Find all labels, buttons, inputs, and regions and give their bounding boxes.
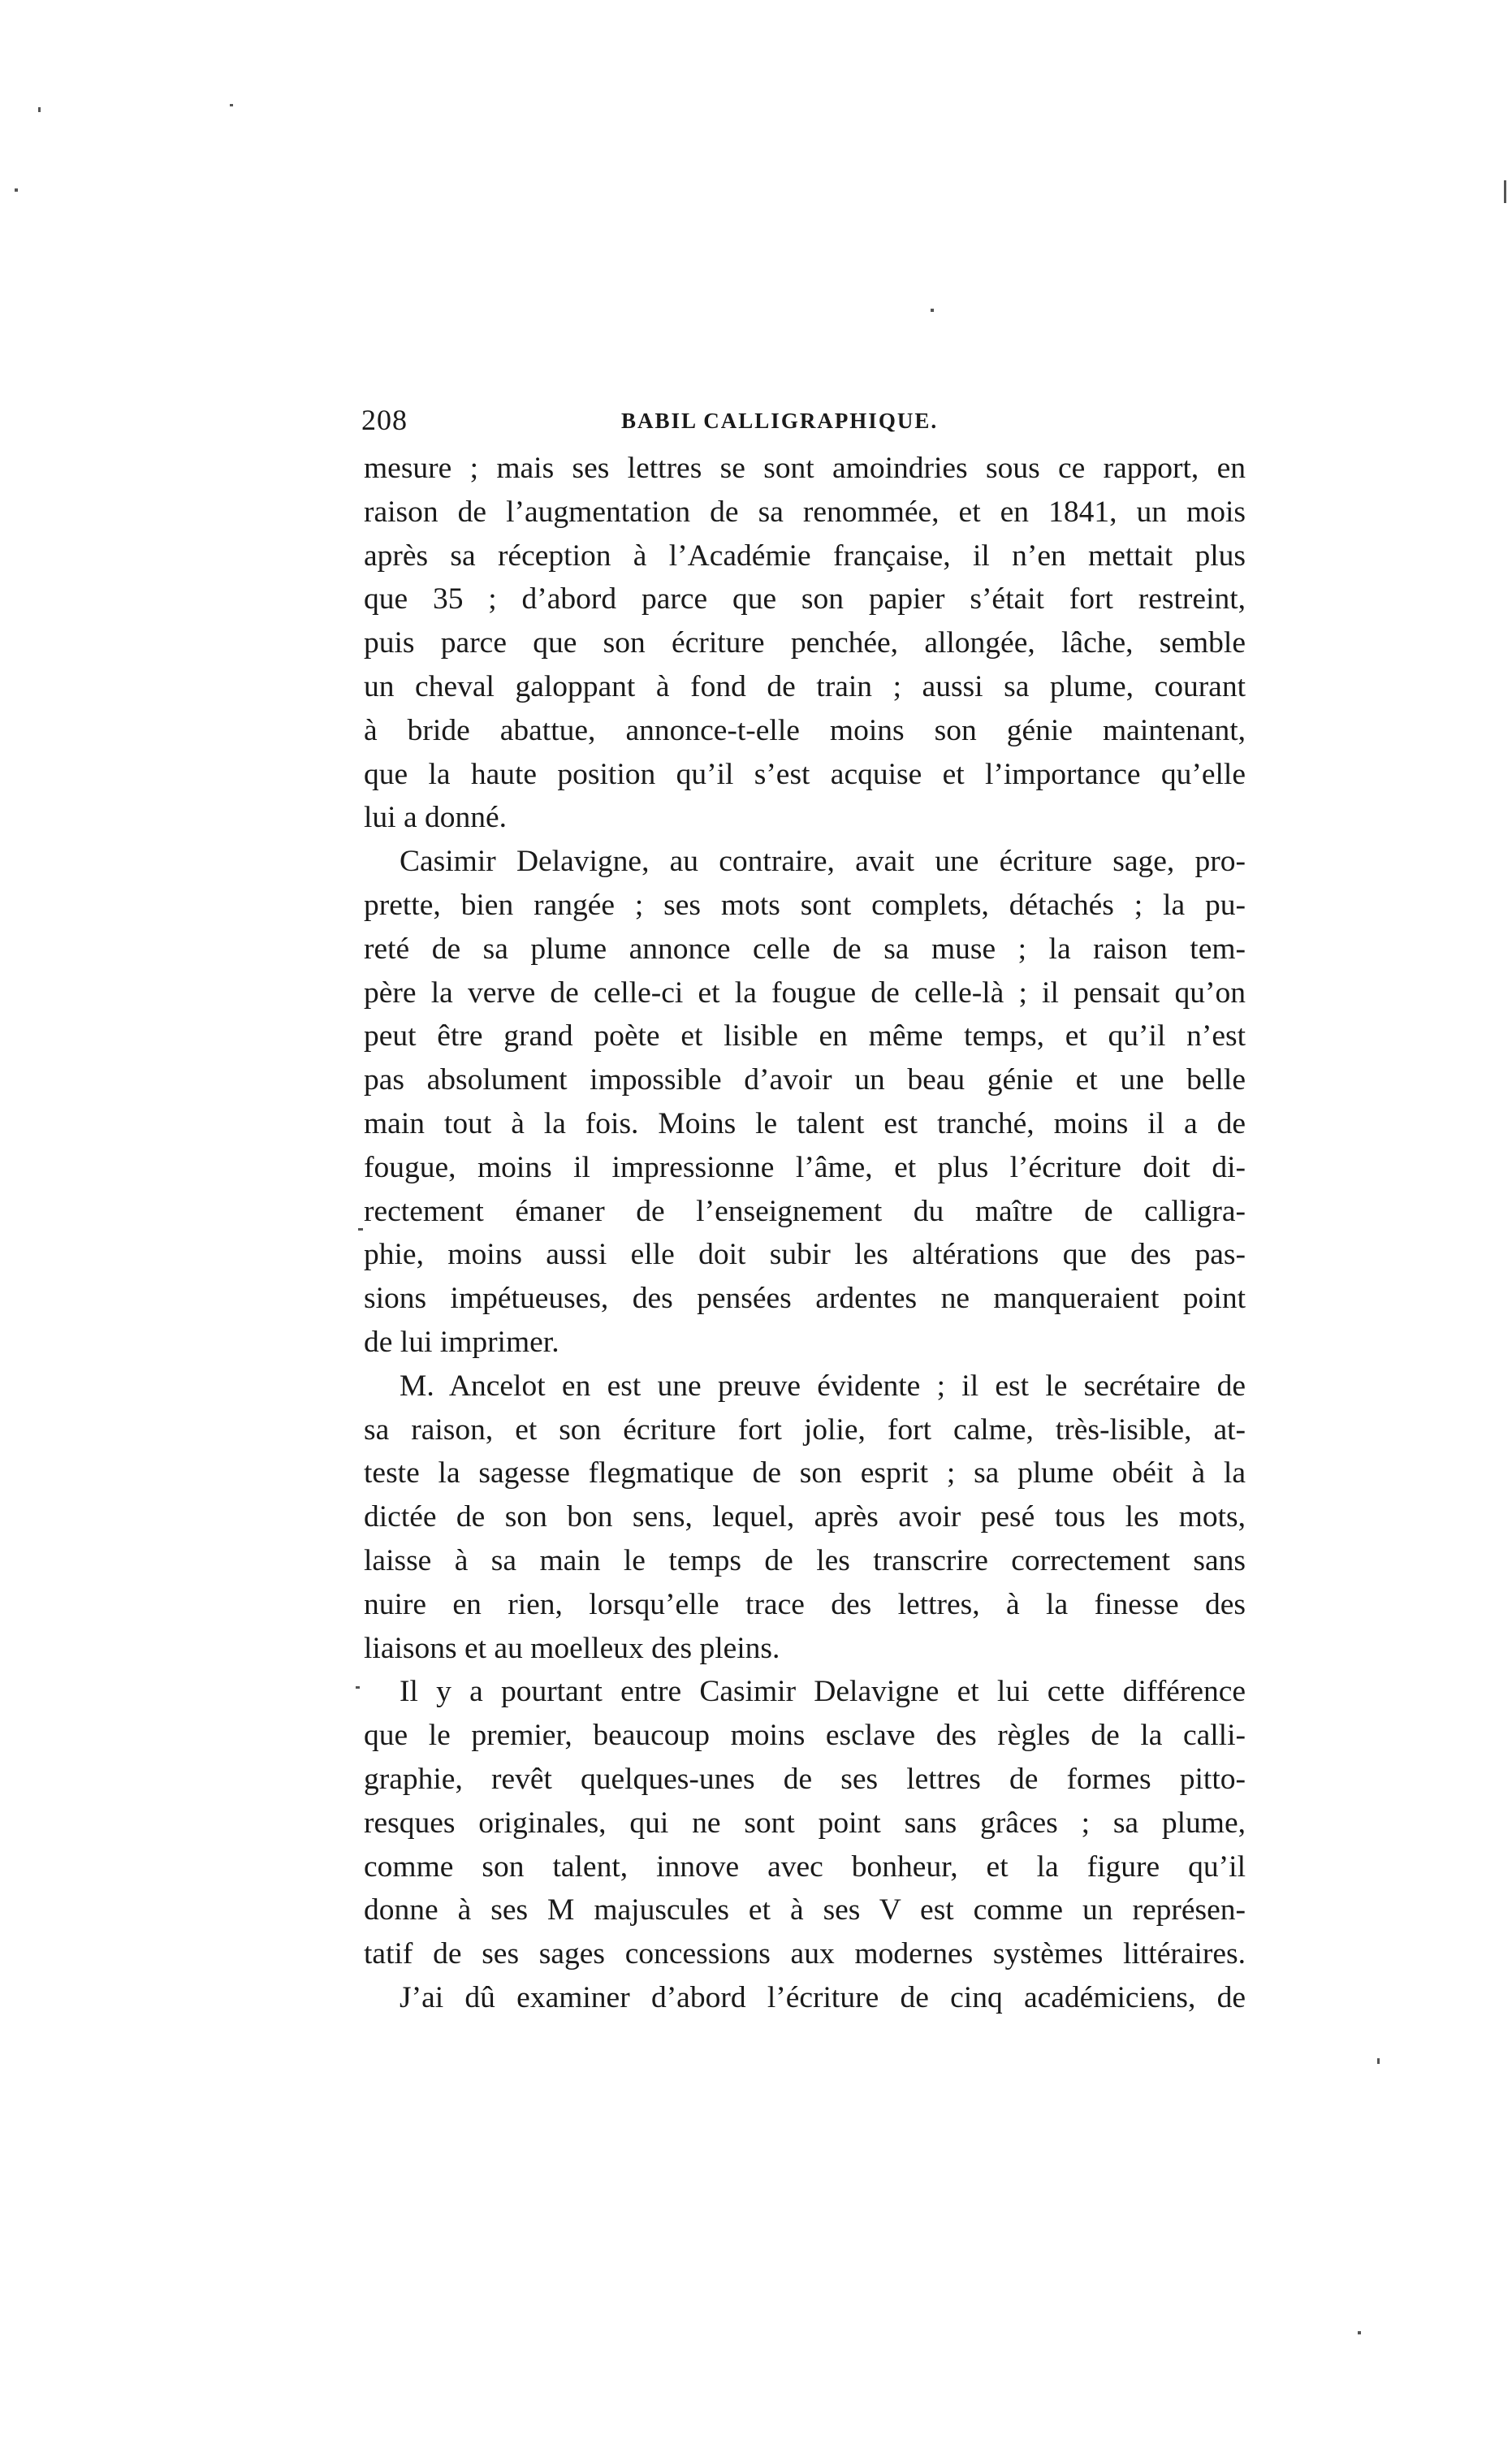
paragraph xyxy=(364,840,1246,1365)
scan-speck xyxy=(1377,2058,1380,2064)
paragraph xyxy=(364,1976,1246,2020)
text-line: de lui imprimer. xyxy=(364,1325,559,1359)
text-line: que la haute position qu’il s’est acquise et l’importance qu’elle xyxy=(364,757,1246,791)
text-line: laisse à sa main le temps de les transcrire correctement sans xyxy=(364,1543,1246,1577)
text-line: que le premier, beaucoup moins esclave des règles de la calli- xyxy=(364,1719,1246,1753)
text-line: main tout à la fois. Moins le talent est tranché, moins il a de xyxy=(364,1106,1246,1140)
running-head xyxy=(361,400,1246,440)
text-line: fougue, moins il impressionne l’âme, et plus l’écriture doit di- xyxy=(364,1150,1246,1184)
text-line: prette, bien rangée ; ses mots sont complets, détachés ; la pu- xyxy=(364,888,1246,922)
text-line: père la verve de celle-ci et la fougue de celle-là ; il pensait qu’on xyxy=(364,976,1246,1010)
text-line: puis parce que son écriture penchée, allongée, lâche, semble xyxy=(364,626,1246,660)
text-line: sa raison, et son écriture fort jolie, fort calme, très-lisible, at- xyxy=(364,1413,1246,1447)
text-line: rectement émaner de l’enseignement du maître de calligra- xyxy=(364,1194,1246,1228)
text-line: lui a donné. xyxy=(364,801,508,835)
text-line: que 35 ; d’abord parce que son papier s’était fort restreint, xyxy=(364,582,1246,616)
text-line: resques originales, qui ne sont point sans grâces ; sa plume, xyxy=(364,1806,1246,1840)
running-title: BABIL CALLIGRAPHIQUE. xyxy=(621,409,939,433)
text-line: un cheval galoppant à fond de train ; aussi sa plume, courant xyxy=(364,669,1246,703)
page-number: 208 xyxy=(361,404,408,436)
scan-speck xyxy=(356,1686,360,1689)
paragraph xyxy=(364,1670,1246,1976)
text-line: sions impétueuses, des pensées ardentes ne manqueraient point xyxy=(364,1282,1246,1316)
text-line: Il y a pourtant entre Casimir Delavigne et lui cette différence xyxy=(400,1675,1246,1709)
text-line: à bride abattue, annonce-t-elle moins son génie maintenant, xyxy=(364,713,1246,747)
paragraph xyxy=(364,447,1246,840)
text-line: teste la sagesse flegmatique de son esprit ; sa plume obéit à la xyxy=(364,1456,1246,1490)
scan-speck xyxy=(358,1228,363,1231)
paragraph xyxy=(364,1365,1246,1671)
text-line: pas absolument impossible d’avoir un beau génie et une belle xyxy=(364,1063,1246,1097)
text-line: donne à ses M majuscules et à ses V est comme un représen- xyxy=(364,1893,1246,1927)
scan-speck xyxy=(38,107,41,112)
text-line: raison de l’augmentation de sa renommée, et en 1841, un mois xyxy=(364,495,1246,529)
text-line: après sa réception à l’Académie française, il n’en mettait plus xyxy=(364,539,1246,573)
text-line: M. Ancelot en est une preuve évidente ; il est le secrétaire de xyxy=(400,1369,1246,1403)
scan-speck xyxy=(931,309,934,312)
scan-speck xyxy=(230,104,233,106)
text-line: peut être grand poète et lisible en même temps, et qu’il n’est xyxy=(364,1019,1246,1053)
text-line: mesure ; mais ses lettres se sont amoindries sous ce rapport, en xyxy=(364,452,1246,485)
text-line: reté de sa plume annonce celle de sa muse ; la raison tem- xyxy=(364,932,1246,966)
text-line: tatif de ses sages concessions aux modernes systèmes littéraires. xyxy=(364,1937,1246,1971)
scan-speck xyxy=(15,188,18,192)
text-line: J’ai dû examiner d’abord l’écriture de cinq académiciens, de xyxy=(400,1980,1246,2014)
text-line: dictée de son bon sens, lequel, après avoir pesé tous les mots, xyxy=(364,1500,1246,1534)
text-line: Casimir Delavigne, au contraire, avait une écriture sage, pro- xyxy=(400,845,1246,879)
text-line: graphie, revêt quelques-unes de ses lettres de formes pitto- xyxy=(364,1762,1246,1796)
text-line: comme son talent, innove avec bonheur, et la figure qu’il xyxy=(364,1849,1246,1884)
body-text xyxy=(364,447,1246,2020)
text-line: phie, moins aussi elle doit subir les altérations que des pas- xyxy=(364,1238,1246,1272)
text-line: liaisons et au moelleux des pleins. xyxy=(364,1631,780,1665)
scan-edge-mark xyxy=(1504,180,1506,203)
scan-speck xyxy=(1358,2331,1361,2334)
text-line: nuire en rien, lorsqu’elle trace des lettres, à la finesse des xyxy=(364,1587,1246,1621)
